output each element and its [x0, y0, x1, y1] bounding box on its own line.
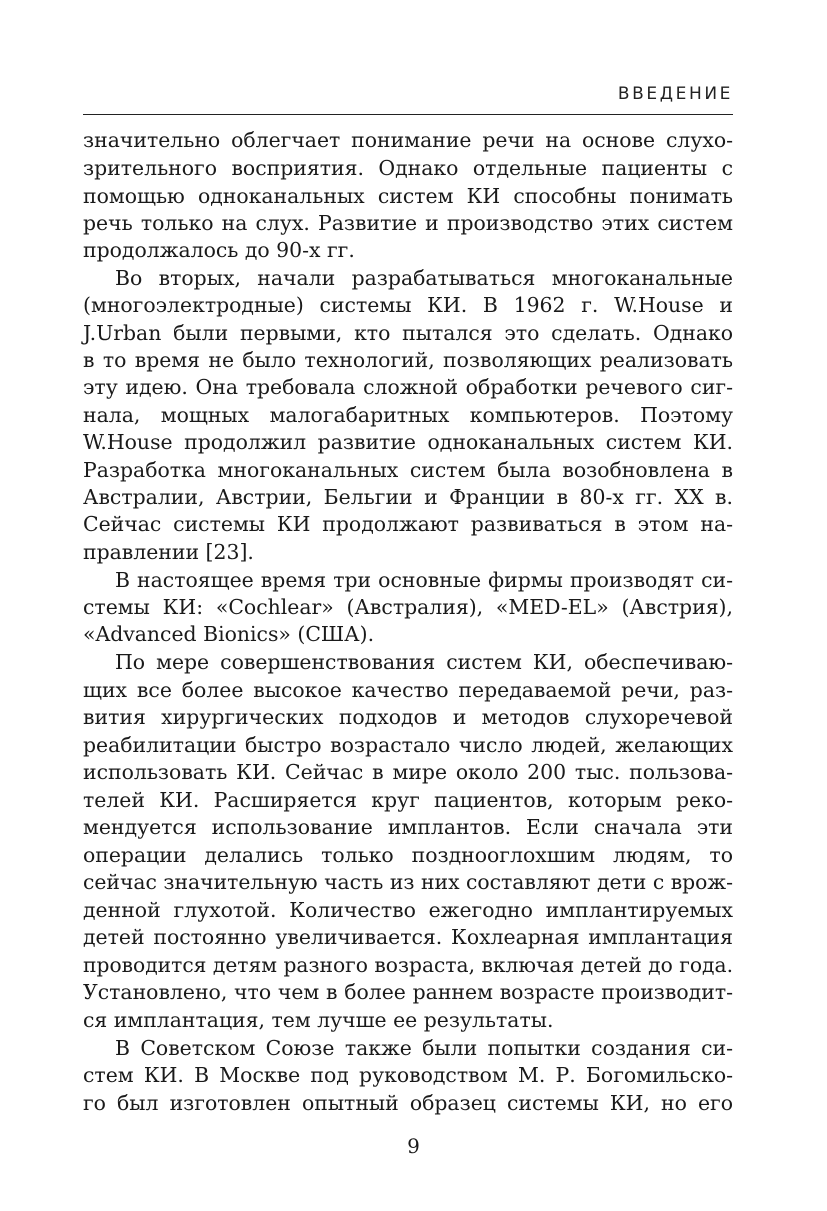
- text-line: зрительного восприятия. Однако отдельные пациенты с: [83, 156, 733, 180]
- text-line: в то время не было технологий, позволяющих реализовать: [83, 348, 733, 372]
- text-line: Установлено, что чем в более раннем возрасте производит-: [83, 980, 733, 1004]
- text-line: помощью одноканальных систем КИ способны понимать: [83, 184, 733, 208]
- page-number: 9: [407, 1134, 420, 1158]
- text-line: В настоящее время три основные фирмы производят си-: [115, 568, 733, 592]
- text-line: операции делались только позднооглохшим людям, то: [83, 843, 733, 867]
- section-title: ВВЕДЕНИЕ: [617, 84, 733, 104]
- text-line: Сейчас системы КИ продолжают развиваться в этом на-: [83, 512, 733, 536]
- running-header: [83, 84, 733, 115]
- text-line: ся имплантация, тем лучше ее результаты.: [83, 1008, 554, 1032]
- text-line: стем КИ. В Москве под руководством М. Р. Богомильско-: [83, 1063, 733, 1087]
- text-line: телей КИ. Расширяется круг пациентов, которым реко-: [83, 788, 733, 812]
- text-line: сейчас значительную часть из них составляют дети с врож-: [83, 870, 733, 894]
- text-line: использовать КИ. Сейчас в мире около 200 тыс. пользова-: [83, 760, 733, 784]
- text-line: нала, мощных малогабаритных компьютеров. Поэтому: [83, 403, 733, 427]
- text-line: денной глухотой. Количество ежегодно имплантируемых: [83, 898, 733, 922]
- text-line: детей постоянно увеличивается. Кохлеарная имплантация: [83, 925, 733, 949]
- text-line: реабилитации быстро возрастало число людей, желающих: [83, 733, 733, 757]
- text-line: «Advanced Bionics» (США).: [83, 622, 375, 646]
- text-line: Австралии, Австрии, Бельгии и Франции в 80-х гг. XX в.: [83, 485, 733, 509]
- text-line: значительно облегчает понимание речи на основе слухо-: [83, 128, 733, 152]
- text-line: Во вторых, начали разрабатываться многоканальные: [115, 266, 733, 290]
- text-line: W.House продолжил развитие одноканальных систем КИ.: [83, 430, 733, 454]
- text-line: речь только на слух. Развитие и производство этих систем: [83, 211, 733, 235]
- text-line: щих все более высокое качество передаваемой речи, раз-: [83, 678, 733, 702]
- text-line: По мере совершенствования систем КИ, обеспечиваю-: [115, 650, 733, 674]
- text-line: продолжалось до 90-х гг.: [83, 238, 355, 262]
- text-line: В Советском Союзе также были попытки создания си-: [115, 1036, 733, 1060]
- text-line: мендуется использование имплантов. Если сначала эти: [83, 815, 733, 839]
- text-line: стемы КИ: «Cochlear» (Австралия), «MED-EL» (Австрия),: [83, 595, 733, 619]
- text-line: (многоэлектродные) системы КИ. В 1962 г. W.House и: [83, 293, 733, 317]
- text-line: го был изготовлен опытный образец системы КИ, но его: [83, 1091, 733, 1115]
- text-line: проводится детям разного возраста, включая детей до года.: [83, 953, 733, 977]
- text-line: эту идею. Она требовала сложной обработки речевого сиг-: [83, 375, 733, 399]
- text-line: вития хирургических подходов и методов слухоречевой: [83, 705, 733, 729]
- text-line: правлении [23].: [83, 540, 254, 564]
- text-line: J.Urban были первыми, кто пытался это сделать. Однако: [83, 321, 733, 345]
- text-line: Разработка многоканальных систем была возобновлена в: [83, 458, 733, 482]
